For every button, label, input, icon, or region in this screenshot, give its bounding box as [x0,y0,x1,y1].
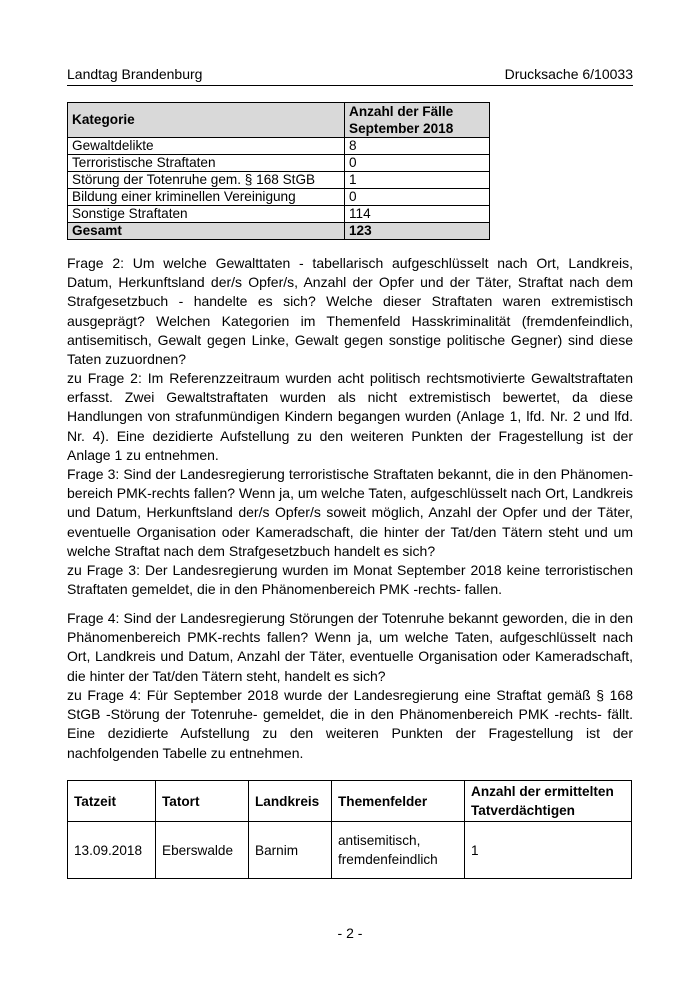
column-header: Landkreis [249,781,332,822]
table-row [68,189,490,206]
column-header: Anzahl der Fälle September 2018 [345,103,490,138]
page-number: - 2 - [337,925,363,941]
table-row [68,138,490,155]
column-header: Themenfelder [332,781,465,822]
table-cell: Sonstige Straftaten [68,206,345,223]
table-cell: Terroristische Straftaten [68,155,345,172]
answer-3: zu Frage 3: Der Landesregierung wurden im Monat September 2018 keine terroristischen Straftaten gemeldet, die in den Phänomenbereich PMK -rechts- fallen. [67,562,633,598]
table-header-row [68,103,490,138]
table-cell: 1 [465,822,632,879]
table-cell: antisemitisch, fremdenfeindlich [332,822,465,879]
incident-table [67,780,632,879]
header-right: Drucksache 6/10033 [504,66,633,82]
column-header: Anzahl der ermittelten Tatverdächtigen [465,781,632,822]
table-cell: 8 [345,138,490,155]
answer-4: zu Frage 4: Für September 2018 wurde der Landesregierung eine Straftat gemäß § 168 StGB -Störung der Totenruhe- gemeldet, die in den Phänomenbereich PMK -rechts- fällt. Eine dezidierte Aufstellung zu den weiteren Punkten der Fragestellung ist der nachfolgenden Tabelle zu entnehmen. [67,687,633,761]
case-count-table [67,102,490,240]
table-cell: 123 [345,223,490,240]
table-cell: 0 [345,189,490,206]
header-left: Landtag Brandenburg [67,66,203,82]
table-cell: 0 [345,155,490,172]
table-header-row [68,781,632,822]
table-row [68,172,490,189]
table-row [68,206,490,223]
table-cell: 1 [345,172,490,189]
table-cell: Gewaltdelikte [68,138,345,155]
page-header [67,66,633,86]
question-4: Frage 4: Sind der Landesregierung Störungen der Totenruhe bekannt geworden, die in den Phänomenbereich PMK-rechts fallen? Wenn ja, um welche Taten, aufgeschlüsselt nach Ort, Landkreis und Datum, Anzahl der Täter, eventuelle Organisation oder Kameradschaft, die hinter der Tat/den Tätern steht, handelt es sich? [67,610,633,684]
table-row [68,822,632,879]
table-cell: Eberswalde [156,822,249,879]
table-cell: 13.09.2018 [68,822,156,879]
table-cell: Barnim [249,822,332,879]
column-header: Tatzeit [68,781,156,822]
table-cell: 114 [345,206,490,223]
answer-2: zu Frage 2: Im Referenzzeitraum wurden acht politisch rechtsmotivierte Gewaltstraftaten erfasst. Zwei Gewaltstraftaten wurden als nicht extremistisch bewertet, da diese Handlungen von strafunmündigen Kindern begangen wurden (Anlage 1, lfd. Nr. 2 und lfd. Nr. 4). Eine dezidierte Aufstellung zu den weiteren Punkten der Fragestellung ist der Anlage 1 zu entnehmen. [67,370,633,463]
column-header: Kategorie [68,103,345,138]
question-3: Frage 3: Sind der Landesregierung terroristische Straftaten bekannt, die in den Phänomen-bereich PMK-rechts fallen? Wenn ja, um welche Taten, aufgeschlüsselt nach Ort, Landkreis und Datum, Herkunftsland der/s Opfer/s soweit möglich, Anzahl der Opfer und der Täter, eventuelle Organisation oder Kameradschaft, die hinter der Tat/den Tätern steht und um welche Straftat nach dem Strafgesetzbuch handelt es sich? [67,466,633,559]
table-total-row [68,223,490,240]
question-2: Frage 2: Um welche Gewalttaten - tabellarisch aufgeschlüsselt nach Ort, Landkreis, Datum, Herkunftsland der/s Opfer/s, Anzahl der Opfer und der Täter, Straftat nach dem Strafgesetzbuch - handelte es sich? Welche dieser Straftaten waren extremistisch ausgeprägt? Welchen Kategorien im Themenfeld Hasskriminalität (fremdenfeindlich, antisemitisch, Gewalt gegen Linke, Gewalt gegen sonstige politische Gegner) sind diese Taten zuzuordnen? [67,255,633,368]
table-cell: Störung der Totenruhe gem. § 168 StGB [68,172,345,189]
table-cell: Gesamt [68,223,345,240]
table-row [68,155,490,172]
table-cell: Bildung einer kriminellen Vereinigung [68,189,345,206]
column-header: Tatort [156,781,249,822]
